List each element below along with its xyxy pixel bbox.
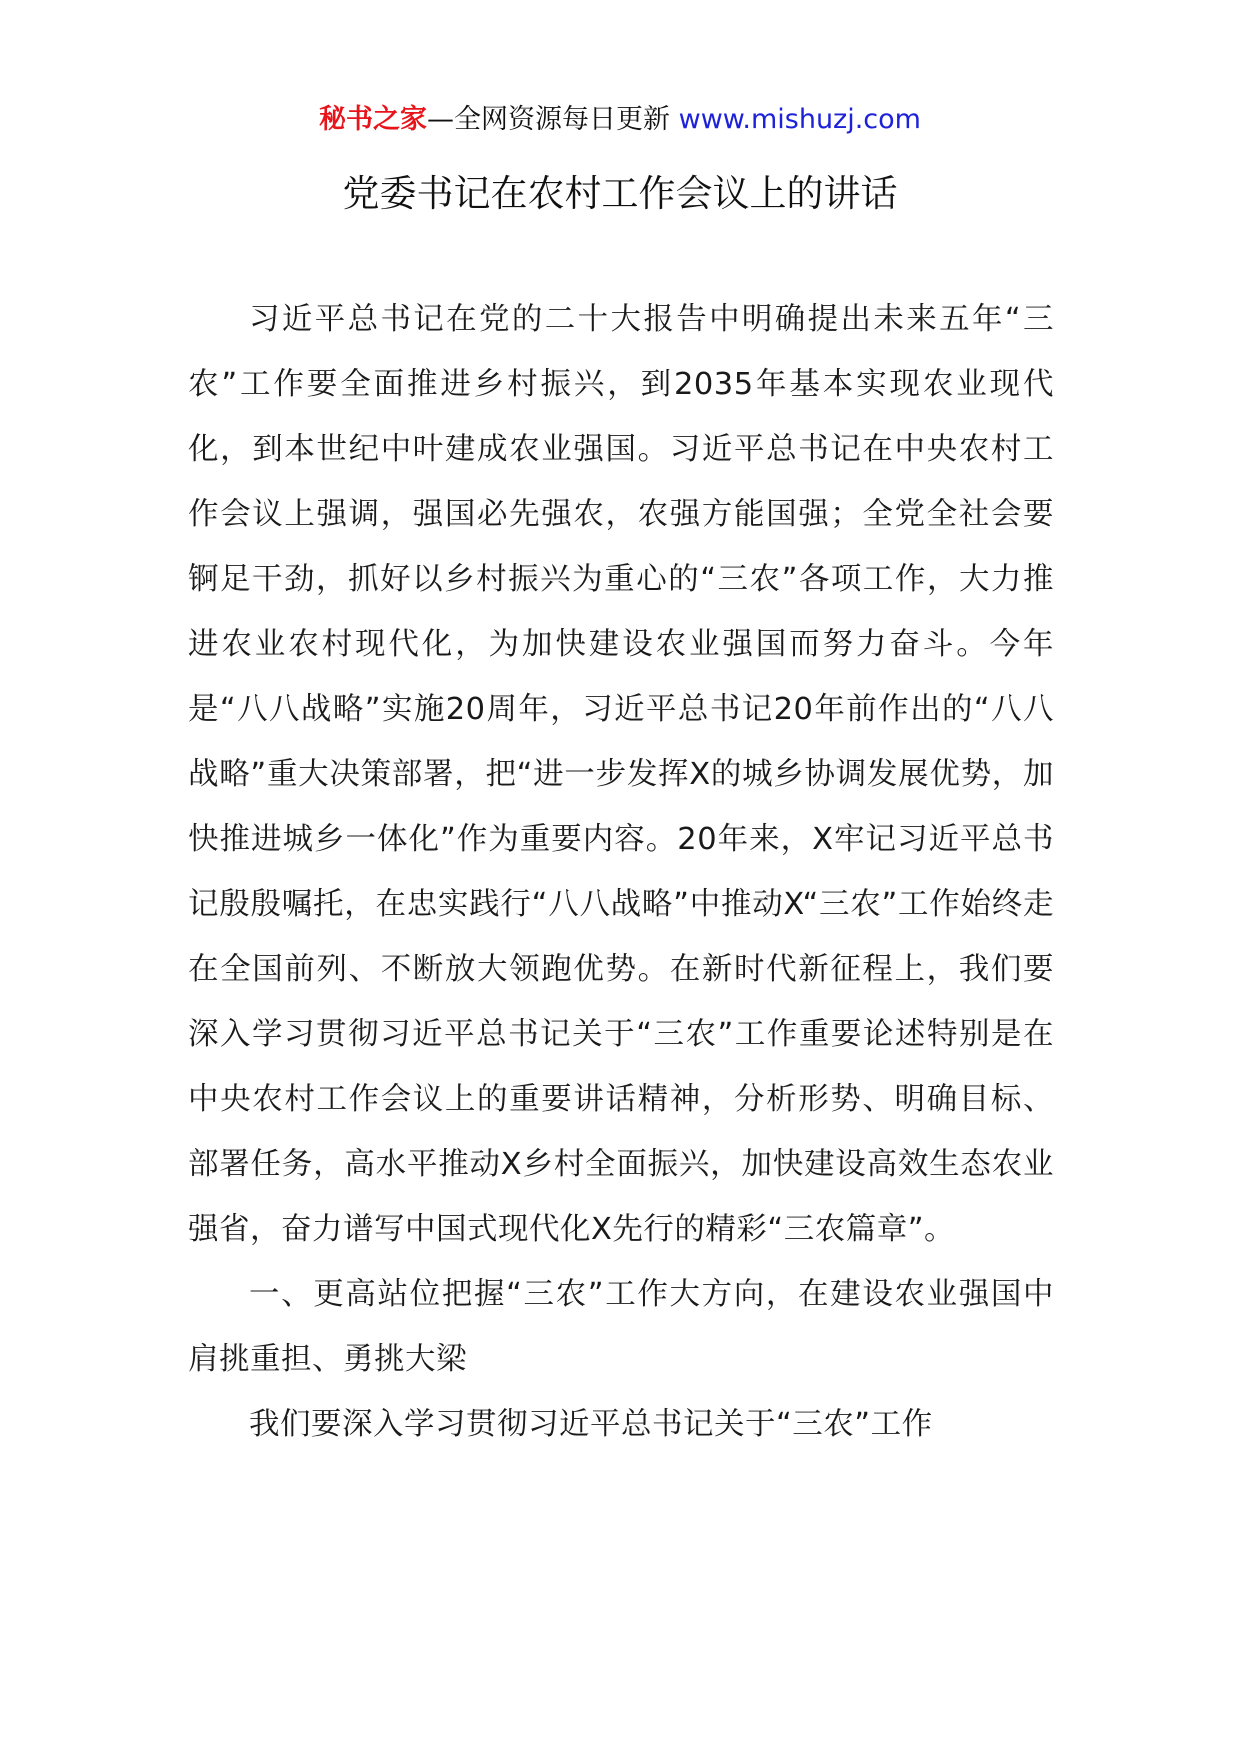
banner-tagline: —全网资源每日更新 bbox=[427, 104, 671, 135]
document-body bbox=[188, 287, 1054, 1457]
site-url-link[interactable]: www.mishuzj.com bbox=[678, 104, 921, 135]
brand-name: 秘书之家 bbox=[319, 104, 428, 135]
document-title: 党委书记在农村工作会议上的讲话 bbox=[342, 172, 898, 215]
section-heading-1: 一、更高站位把握“三农”工作大方向，在建设农业强国中肩挑重担、勇挑大梁 bbox=[188, 1277, 1054, 1377]
paragraph-section-1: 我们要深入学习贯彻习近平总书记关于“三农”工作 bbox=[249, 1407, 933, 1442]
paragraph-intro: 习近平总书记在党的二十大报告中明确提出未来五年“三农”工作要全面推进乡村振兴，到2035年基本实现农业现代化，到本世纪中叶建成农业强国。习近平总书记在中央农村工作会议上强调，强国必先强农，农强方能国强；全党全社会要锕足干劲，抓好以乡村振兴为重心的“三农”各项工作，大力推进农业农村现代化，为加快建设农业强国而努力奋斗。今年是“八八战略”实施20周年，习近平总书记20年前作出的“八八战略”重大决策部署，把“进一步发挥X的城乡协调发展优势，加快推进城乡一体化”作为重要内容。20年来，X牢记习近平总书记殷殷嘱托，在忠实践行“八八战略”中推动X“三农”工作始终走在全国前列、不断放大领跑优势。在新时代新征程上，我们要深入学习贯彻习近平总书记关于“三农”工作重要论述特别是在中央农村工作会议上的重要讲话精神，分析形势、明确目标、部署任务，高水平推动X乡村全面振兴，加快建设高效生态农业强省，奋力谱写中国式现代化X先行的精彩“三农篇章”。 bbox=[188, 302, 1054, 1247]
site-banner bbox=[0, 100, 1240, 140]
